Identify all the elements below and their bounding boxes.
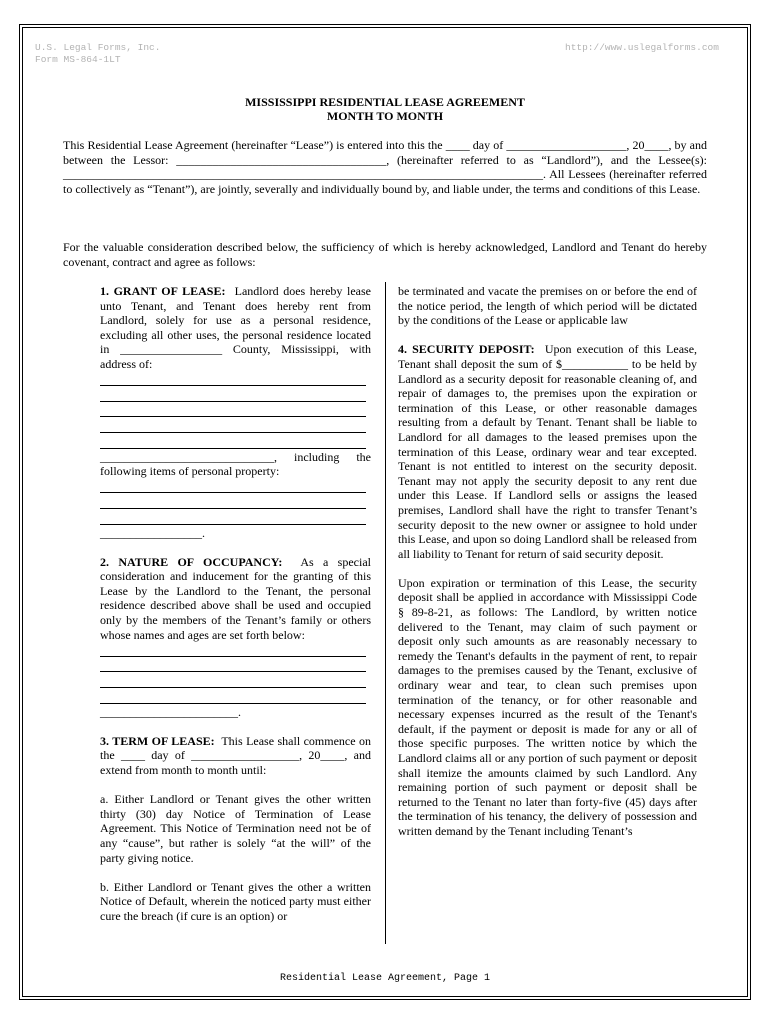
- blank-line: [100, 673, 366, 688]
- term-clause-b-continued: be terminated and vacate the premises on or before the end of the notice period, the length of which period will be dictated by the conditions of the Lease or applicable law: [398, 284, 697, 328]
- publisher-url: http://www.uslegalforms.com: [565, 42, 719, 53]
- section-heading: 3. TERM OF LEASE:: [100, 733, 215, 748]
- term-clause-b: b. Either Landlord or Tenant gives the other a written Notice of Default, wherein the noticed party must either cure the breach (if cure is an option) or: [100, 879, 371, 923]
- blank-line: [100, 689, 366, 704]
- blank-line: [100, 494, 366, 509]
- blank-line: [100, 387, 366, 402]
- right-column: [398, 284, 697, 839]
- section-security-deposit: 4. SECURITY DEPOSIT: Upon execution of this Lease, Tenant shall deposit the sum of $___________ to be held by Landlord as a security deposit for reasonable cleaning of, and repair of damages to, the premises upon the expiration or termination of this Lease, or other reasonable damages resulting from a default by Tenant. Tenant shall be liable to Landlord for all damages to the leased premises upon the termination of this Lease, ordinary wear and tear excepted. Tenant is not entitled to interest on the security deposit. Tenant may not apply the security deposit to any rent due under this Lease. If Landlord sells or assigns the leased premises, Landlord shall have the right to transfer Tenant’s security deposit to the new owner or assignee to hold under this Lease, and upon so doing Landlord shall be released from all liability to Tenant for return of said security deposit.: [398, 342, 698, 561]
- blank-line: [100, 372, 366, 387]
- intro-paragraph: This Residential Lease Agreement (hereinafter “Lease”) is entered into this the ____ day of ____________________, 20____, by and between the Lessor: ___________________________________, (hereinafter referred to as “Landlord”), and the Lessee(s): ________________________________________________________________________________. All Lessees (hereinafter referred to collectively as “Tenant”), are jointly, severally and individually bound by, and liable under, the terms and conditions of this Lease.: [63, 138, 707, 196]
- blank-line: [100, 642, 366, 657]
- section-term-of-lease: 3. TERM OF LEASE: This Lease shall commence on the ____ day of __________________, 20____, and extend from month to month until:: [100, 733, 371, 777]
- document-title: MISSISSIPPI RESIDENTIAL LEASE AGREEMENT: [245, 95, 525, 109]
- blank-line: [100, 510, 366, 525]
- consideration-paragraph: For the valuable consideration described below, the sufficiency of which is hereby acknowledged, Landlord and Tenant do hereby covenant, contract and agree as follows:: [63, 240, 707, 269]
- section-nature-of-occupancy: 2. NATURE OF OCCUPANCY: As a special consideration and inducement for the granting of this Lease by the Landlord to the Tenant, the personal residence described above shall be used and occupied only by the members of the Tenant’s family or others whose names and ages are set forth below:: [100, 554, 371, 642]
- blank-line: [100, 403, 366, 418]
- personal-property-line: _____________________________, including the following items of personal property:: [100, 449, 371, 479]
- form-number: Form MS-864-1LT: [35, 54, 121, 65]
- publisher-name: U.S. Legal Forms, Inc.: [35, 42, 161, 53]
- occupants-end-line: _______________________.: [100, 704, 241, 719]
- term-clause-a: a. Either Landlord or Tenant gives the other written thirty (30) day Notice of Termination of Lease Agreement. This Notice of Termination need not be of any “cause”, but rather is solely “at the will” of the party giving notice.: [100, 792, 371, 865]
- section-grant-of-lease: 1. GRANT OF LEASE: Landlord does hereby lease unto Tenant, and Tenant does hereby rent from Landlord, solely for use as a personal residence, excluding all other uses, the personal residence located in _________________ County, Mississippi, with address of:: [100, 284, 371, 371]
- blank-line: [100, 418, 366, 433]
- section-heading: 1. GRANT OF LEASE:: [100, 284, 226, 298]
- blank-line: [100, 434, 366, 449]
- left-column: [100, 284, 371, 924]
- security-deposit-return-paragraph: Upon expiration or termination of this Lease, the security deposit shall be applied in accordance with Mississippi Code § 89-8-21, as follows: The Landlord, by written notice delivered to the Tenant, may claim of such payment or deposit only such amounts as are reasonably necessary to remedy the Tenant's defaults in the payment of rent, to repair damages to the premises caused by the Tenant, exclusive of ordinary wear and tear, to clean such premises upon termination of the tenancy, or for other reasonable and necessary expenses incurred as the result of the Tenant's default, if the payment or deposit is made for any or all of those specific purposes. The written notice by which the Landlord claims all or any portion of such payment or deposit shall itemize the amounts claimed by such Landlord. Any remaining portion of such payment or deposit shall be returned to the Tenant no later than forty-five (45) days after the termination of his tenancy, the delivery of possession and written demand by the Tenant including Tenant’s: [398, 575, 697, 838]
- blank-line: [100, 658, 366, 673]
- column-divider: [385, 282, 386, 944]
- section-heading: 4. SECURITY DEPOSIT:: [398, 342, 535, 357]
- blank-line: [100, 479, 366, 494]
- property-end-line: _________________.: [100, 525, 205, 540]
- section-heading: 2. NATURE OF OCCUPANCY:: [100, 554, 283, 569]
- page-footer: Residential Lease Agreement, Page 1: [279, 973, 491, 984]
- document-subtitle: MONTH TO MONTH: [326, 109, 444, 123]
